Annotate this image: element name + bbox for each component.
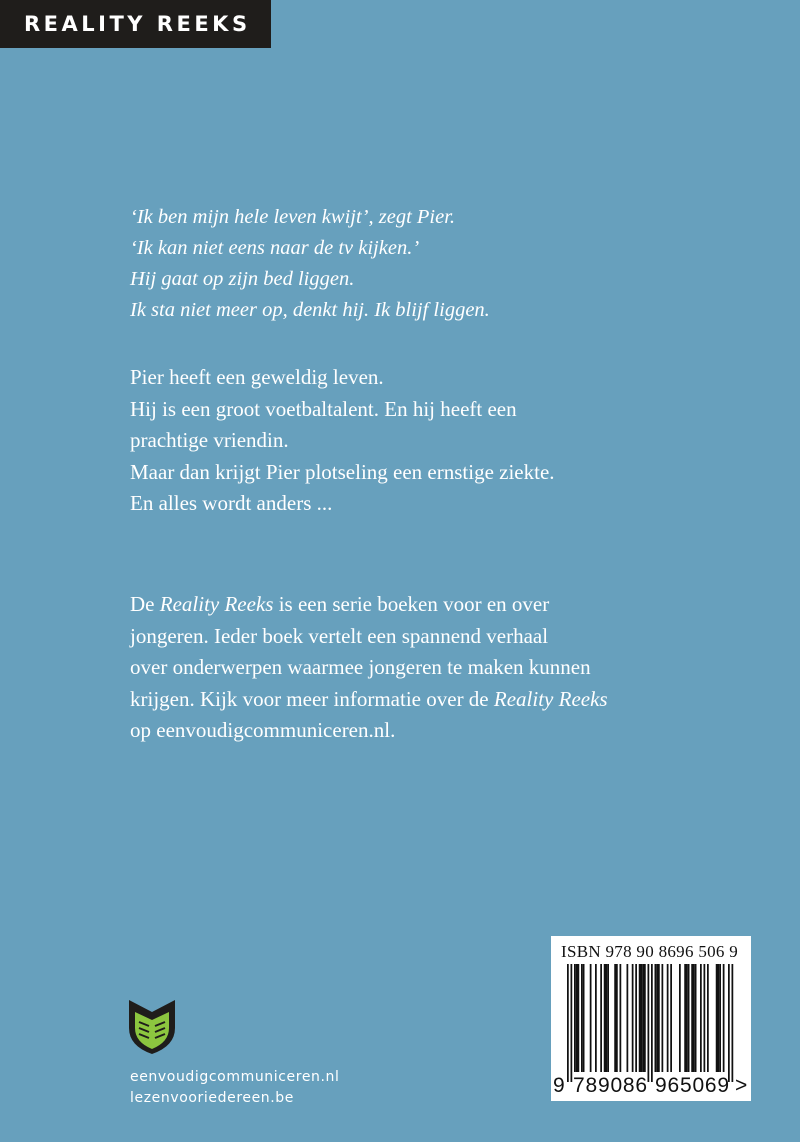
- barcode-bar: [658, 964, 660, 1072]
- barcode-bar: [670, 964, 672, 1072]
- barcode-bar: [620, 964, 622, 1072]
- series-line: [130, 589, 690, 621]
- ean-right-group: 965069: [655, 1074, 730, 1097]
- barcode-bar: [686, 964, 688, 1072]
- barcode-bar: [691, 964, 693, 1072]
- barcode-guard-bar: [648, 964, 650, 1082]
- series-line: op eenvoudigcommuniceren.nl.: [130, 718, 396, 742]
- barcode-guard-bar: [732, 964, 734, 1082]
- barcode-bar: [595, 964, 597, 1072]
- barcode-bar: [704, 964, 706, 1072]
- barcode-bar: [581, 964, 583, 1072]
- series-text: krijgen. Kijk voor meer informatie over de: [130, 686, 494, 711]
- barcode-bar: [604, 964, 606, 1072]
- barcode-bar: [656, 964, 658, 1072]
- barcode-bar: [632, 964, 634, 1072]
- blurb-line: Hij is een groot voetbaltalent. En hij heeft een: [130, 396, 517, 421]
- barcode-bar: [635, 964, 637, 1072]
- barcode-bar: [642, 964, 644, 1072]
- ean-first-digit: 9: [553, 1074, 566, 1097]
- barcode-guard-bar: [567, 964, 569, 1082]
- barcode-bar: [700, 964, 702, 1072]
- series-description: [130, 589, 690, 747]
- barcode-bar: [606, 964, 608, 1072]
- barcode-bar: [719, 964, 721, 1072]
- barcode-bar: [607, 964, 609, 1072]
- barcode-bar: [590, 964, 592, 1072]
- book-blurb: [130, 362, 690, 520]
- quote-excerpt: [130, 202, 650, 326]
- barcode-bar: [576, 964, 578, 1072]
- barcode-bar: [688, 964, 690, 1072]
- publisher-urls: [130, 1067, 340, 1109]
- barcode-bar: [578, 964, 580, 1072]
- quote-line: ‘Ik ben mijn hele leven kwijt’, zegt Pier.: [130, 206, 456, 228]
- barcode-bar: [707, 964, 709, 1072]
- barcode-bar: [718, 964, 720, 1072]
- series-text: is een serie boeken voor en over: [273, 592, 550, 616]
- barcode-bar: [723, 964, 725, 1072]
- ean-quiet-mark: >: [735, 1074, 749, 1097]
- barcode-bar: [655, 964, 657, 1072]
- barcode-bar: [644, 964, 646, 1072]
- book-shield-icon: [127, 998, 177, 1056]
- barcode-bar: [614, 964, 616, 1072]
- barcode-guard-bar: [651, 964, 653, 1082]
- isbn-label: ISBN 978 90 8696 506 9: [561, 942, 739, 961]
- blurb-line: prachtige vriendin.: [130, 428, 289, 452]
- series-title-italic: Reality Reeks: [493, 686, 608, 711]
- barcode-bar: [616, 964, 618, 1072]
- publisher-url[interactable]: eenvoudigcommuniceren.nl: [130, 1069, 340, 1085]
- blurb-line: Maar dan krijgt Pier plotseling een ernstige ziekte.: [130, 459, 555, 484]
- series-line: [130, 684, 690, 716]
- barcode-bar: [716, 964, 718, 1072]
- blurb-line: Pier heeft een geweldig leven.: [130, 365, 384, 389]
- barcode-guard-bar: [728, 964, 730, 1082]
- barcode-bar: [641, 964, 643, 1072]
- barcode-bar: [600, 964, 602, 1072]
- series-text: De: [130, 592, 160, 616]
- barcode-bar: [684, 964, 686, 1072]
- quote-line: ‘Ik kan niet eens naar de tv kijken.’: [130, 237, 420, 259]
- blurb-line: En alles wordt anders ...: [130, 491, 333, 515]
- barcode-bar: [639, 964, 641, 1072]
- series-title-italic: Reality Reeks: [159, 592, 274, 616]
- barcode-guard-bar: [571, 964, 573, 1082]
- publisher-url[interactable]: lezenvooriedereen.be: [130, 1090, 295, 1106]
- series-line: over onderwerpen waarmee jongeren te maken kunnen: [130, 655, 591, 679]
- barcode-bar: [695, 964, 697, 1072]
- series-label: REALITY REEKS: [24, 12, 251, 36]
- quote-line: Hij gaat op zijn bed liggen.: [130, 268, 355, 290]
- isbn-barcode: [551, 936, 751, 1101]
- series-tab: [0, 0, 271, 48]
- barcode-bar: [574, 964, 576, 1072]
- quote-line: Ik sta niet meer op, denkt hij. Ik blijf liggen.: [130, 299, 490, 321]
- barcode-bar: [693, 964, 695, 1072]
- barcode-bar: [662, 964, 664, 1072]
- barcode-bar: [583, 964, 585, 1072]
- ean-left-group: 789086: [573, 1074, 648, 1097]
- barcode-bar: [627, 964, 629, 1072]
- series-line: jongeren. Ieder boek vertelt een spannend verhaal: [130, 623, 549, 648]
- barcode-bar: [679, 964, 681, 1072]
- barcode-bar: [667, 964, 669, 1072]
